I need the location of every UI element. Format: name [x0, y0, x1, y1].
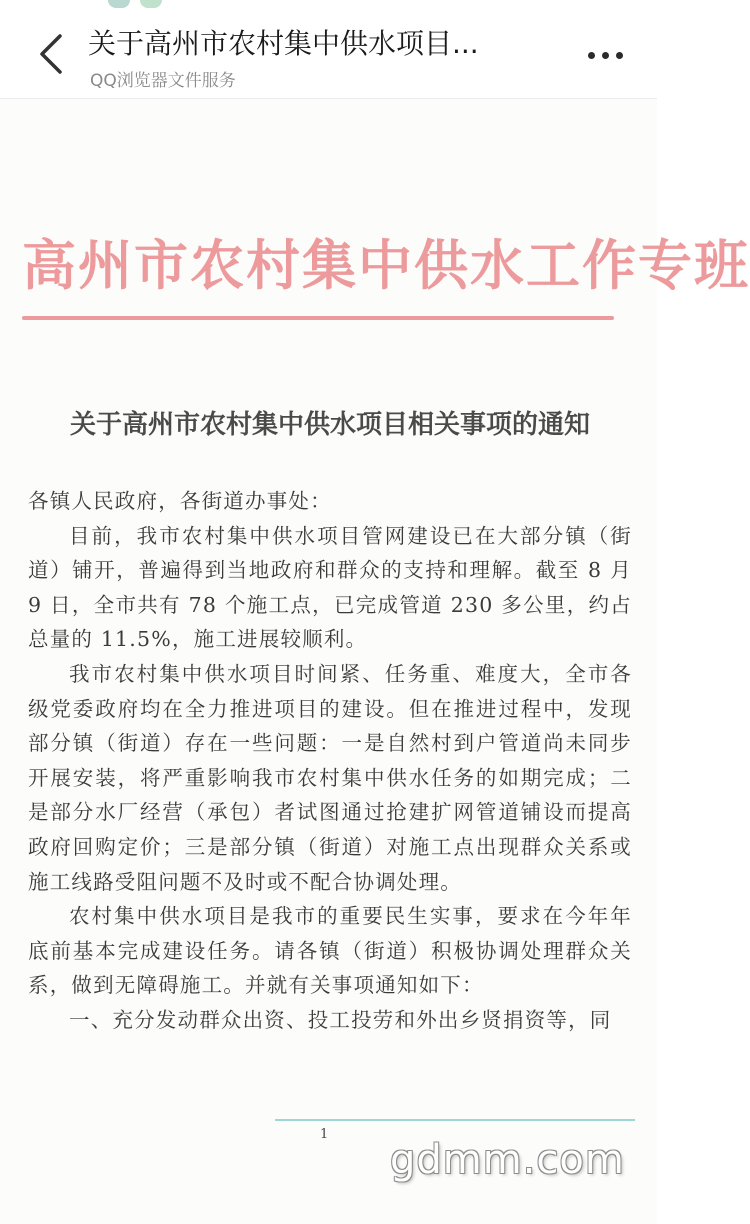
footer-divider [275, 1119, 635, 1121]
status-icon [140, 0, 162, 8]
browser-top-bar [0, 10, 657, 99]
document-viewer[interactable] [0, 99, 750, 1224]
paragraph: 一、充分发动群众出资、投工投劳和外出乡贤捐资等，同 [69, 1007, 612, 1032]
notice-title: 关于高州市农村集中供水项目相关事项的通知 [69, 410, 590, 440]
back-button[interactable] [30, 32, 74, 76]
salutation: 各镇人民政府，各街道办事处： [28, 489, 332, 513]
more-button[interactable] [580, 36, 628, 76]
page-subtitle: QQ浏览器文件服务 [90, 71, 236, 91]
status-bar [0, 0, 657, 10]
paragraph: 目前，我市农村集中供水项目管网建设已在大部分镇（街道）铺开，普遍得到当地政府和群众的支持和理解。截至 8 月 9 日，全市共有 78 个施工点，已完成管道 230 多公里，约占总量的 11.5%，施工进展较顺利。 [28, 523, 632, 652]
document-page [0, 99, 750, 1224]
chevron-left-icon [30, 32, 74, 76]
header-divider [22, 316, 614, 320]
paragraph: 农村集中供水项目是我市的重要民生实事，要求在今年年底前基本完成建设任务。请各镇（街道）积极协调处理群众关系，做到无障碍施工。并就有关事项通知如下： [28, 904, 632, 998]
page-title: 关于高州市农村集中供水项目... [88, 27, 479, 60]
status-icon [108, 0, 130, 8]
page-number: 1 [320, 1127, 329, 1142]
watermark: gdmm.com [390, 1137, 625, 1183]
document-body [28, 484, 632, 1038]
paragraph: 我市农村集中供水项目时间紧、任务重、难度大，全市各级党委政府均在全力推进项目的建设。但在推进过程中，发现部分镇（街道）存在一些问题：一是自然村到户管道尚未同步开展安装，将严重影响我市农村集中供水任务的如期完成；二是部分水厂经营（承包）者试图通过抢建扩网管道铺设而提高政府回购定价；三是部分镇（街道）对施工点出现群众关系或施工线路受阻问题不及时或不配合协调处理。 [28, 661, 632, 894]
document-header-title: 高州市农村集中供水工作专班 [22, 233, 750, 297]
more-horizontal-icon [588, 52, 595, 59]
more-horizontal-icon [602, 52, 609, 59]
more-horizontal-icon [616, 52, 623, 59]
